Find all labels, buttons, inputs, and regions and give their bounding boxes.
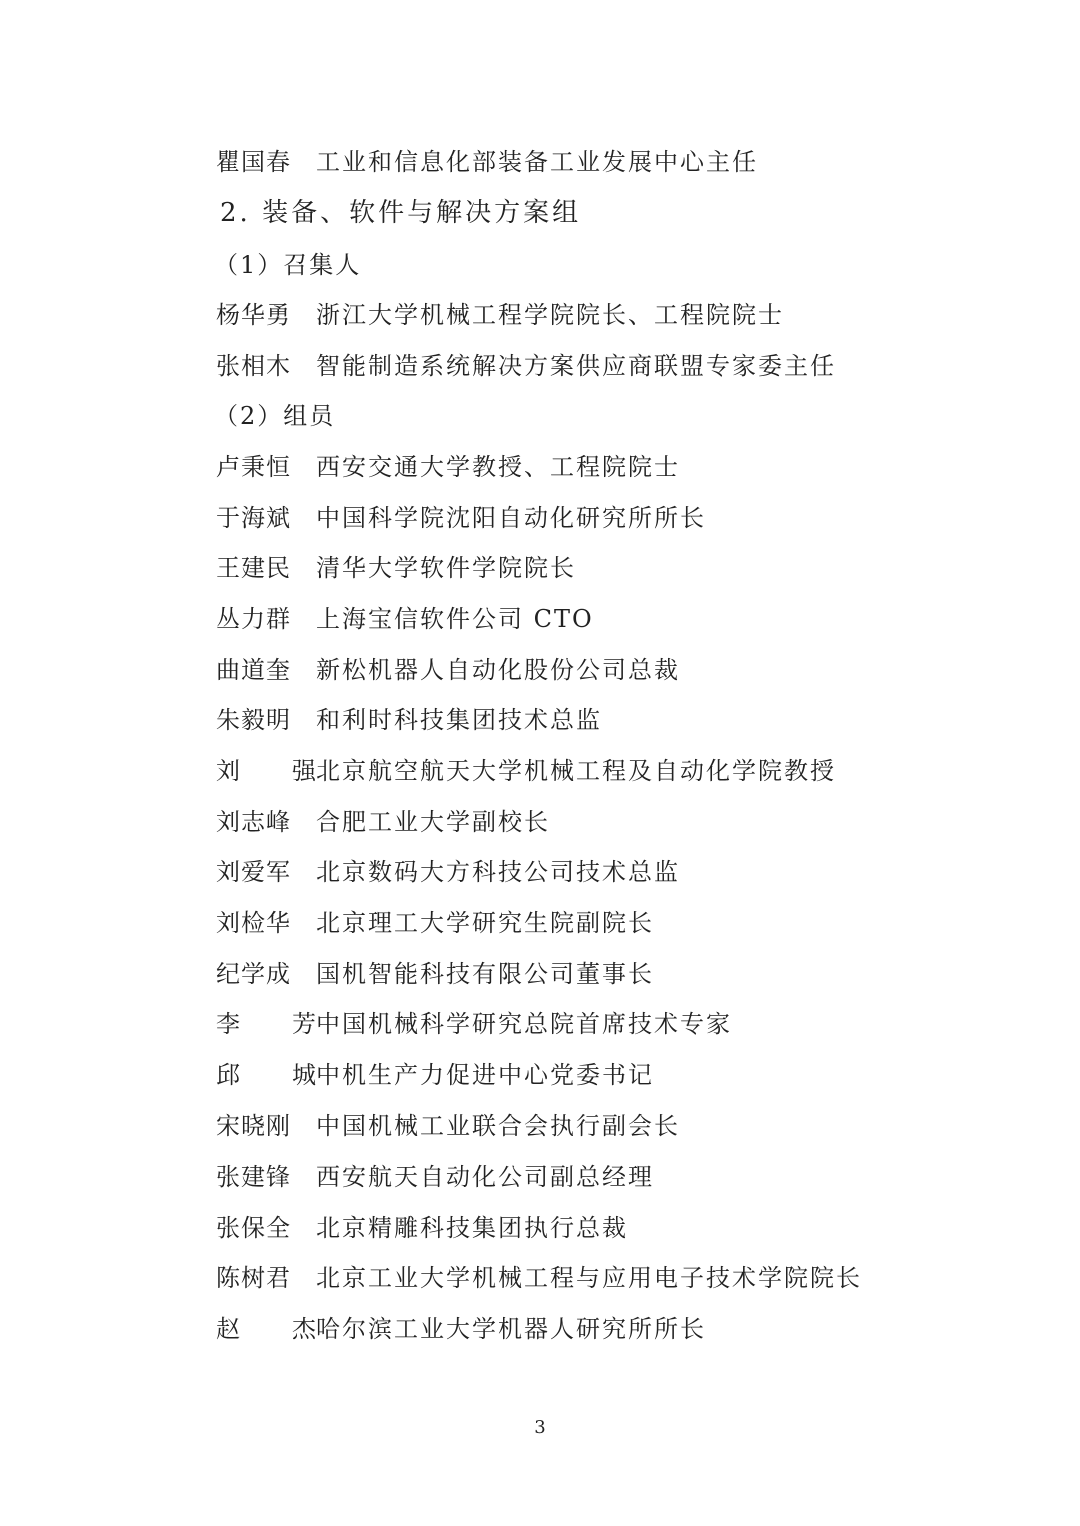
member-row [216, 751, 836, 791]
member-row [216, 599, 594, 639]
member-row [216, 1106, 680, 1146]
person-name: 赵 杰 [216, 1315, 316, 1343]
person-name: 曲道奎 [216, 656, 291, 684]
person-name: 卢秉恒 [216, 453, 291, 481]
person-name: 张保全 [216, 1214, 291, 1242]
person-role: 北京理工大学研究生院副院长 [316, 909, 654, 937]
convenor-row [216, 295, 784, 335]
person-role: 北京航空航天大学机械工程及自动化学院教授 [316, 757, 836, 785]
previous-entry-row [216, 142, 758, 182]
person-name: 邱 城 [216, 1061, 316, 1089]
member-row [216, 1258, 862, 1298]
member-row [216, 447, 680, 487]
person-name: 朱毅明 [216, 706, 291, 734]
member-row [216, 1157, 654, 1197]
member-row [216, 903, 654, 943]
person-role: 西安交通大学教授、工程院院士 [316, 453, 680, 481]
person-name: 丛力群 [216, 605, 291, 633]
person-role: 浙江大学机械工程学院院长、工程院院士 [316, 301, 784, 329]
person-role: 中国科学院沈阳自动化研究所所长 [316, 504, 706, 532]
member-row [216, 1055, 654, 1095]
person-name: 瞿国春 [216, 148, 291, 176]
member-row [216, 1004, 732, 1044]
member-row [216, 1309, 706, 1349]
person-name: 李 芳 [216, 1010, 316, 1038]
person-role: 北京数码大方科技公司技术总监 [316, 858, 680, 886]
person-name: 陈树君 [216, 1264, 291, 1292]
member-row [216, 548, 576, 588]
person-role: 中机生产力促进中心党委书记 [316, 1061, 654, 1089]
member-row [216, 700, 602, 740]
person-role: 西安航天自动化公司副总经理 [316, 1163, 654, 1191]
person-name: 张建锋 [216, 1163, 291, 1191]
person-role: 和利时科技集团技术总监 [316, 706, 602, 734]
person-role: 合肥工业大学副校长 [316, 808, 550, 836]
convenors-label: （1）召集人 [214, 251, 362, 279]
person-name: 刘检华 [216, 909, 291, 937]
person-name: 刘志峰 [216, 808, 291, 836]
person-role: 北京精雕科技集团执行总裁 [316, 1214, 628, 1242]
member-row [216, 954, 654, 994]
person-name: 杨华勇 [216, 301, 291, 329]
person-role: 国机智能科技有限公司董事长 [316, 960, 654, 988]
member-row [216, 1208, 628, 1248]
person-role: 智能制造系统解决方案供应商联盟专家委主任 [316, 352, 836, 380]
person-role: 清华大学软件学院院长 [316, 554, 576, 582]
person-role: 中国机械工业联合会执行副会长 [316, 1112, 680, 1140]
members-label: （2）组员 [214, 402, 336, 430]
member-row [216, 852, 680, 892]
person-name: 纪学成 [216, 960, 291, 988]
person-name: 于海斌 [216, 504, 291, 532]
person-role: 工业和信息化部装备工业发展中心主任 [316, 148, 758, 176]
person-role: 北京工业大学机械工程与应用电子技术学院院长 [316, 1264, 862, 1292]
member-row [216, 498, 706, 538]
person-name: 王建民 [216, 554, 291, 582]
person-role: 上海宝信软件公司 CTO [316, 605, 594, 633]
person-role: 中国机械科学研究总院首席技术专家 [316, 1010, 732, 1038]
person-name: 宋晓刚 [216, 1112, 291, 1140]
page-number: 3 [534, 1417, 546, 1438]
person-role: 新松机器人自动化股份公司总裁 [316, 656, 680, 684]
person-role: 哈尔滨工业大学机器人研究所所长 [316, 1315, 706, 1343]
person-name: 刘爱军 [216, 858, 291, 886]
member-row [216, 650, 680, 690]
convenor-row [216, 346, 836, 386]
person-name: 张相木 [216, 352, 291, 380]
section-heading: 2. 装备、软件与解决方案组 [220, 198, 582, 228]
member-row [216, 802, 550, 842]
person-name: 刘 强 [216, 757, 316, 785]
